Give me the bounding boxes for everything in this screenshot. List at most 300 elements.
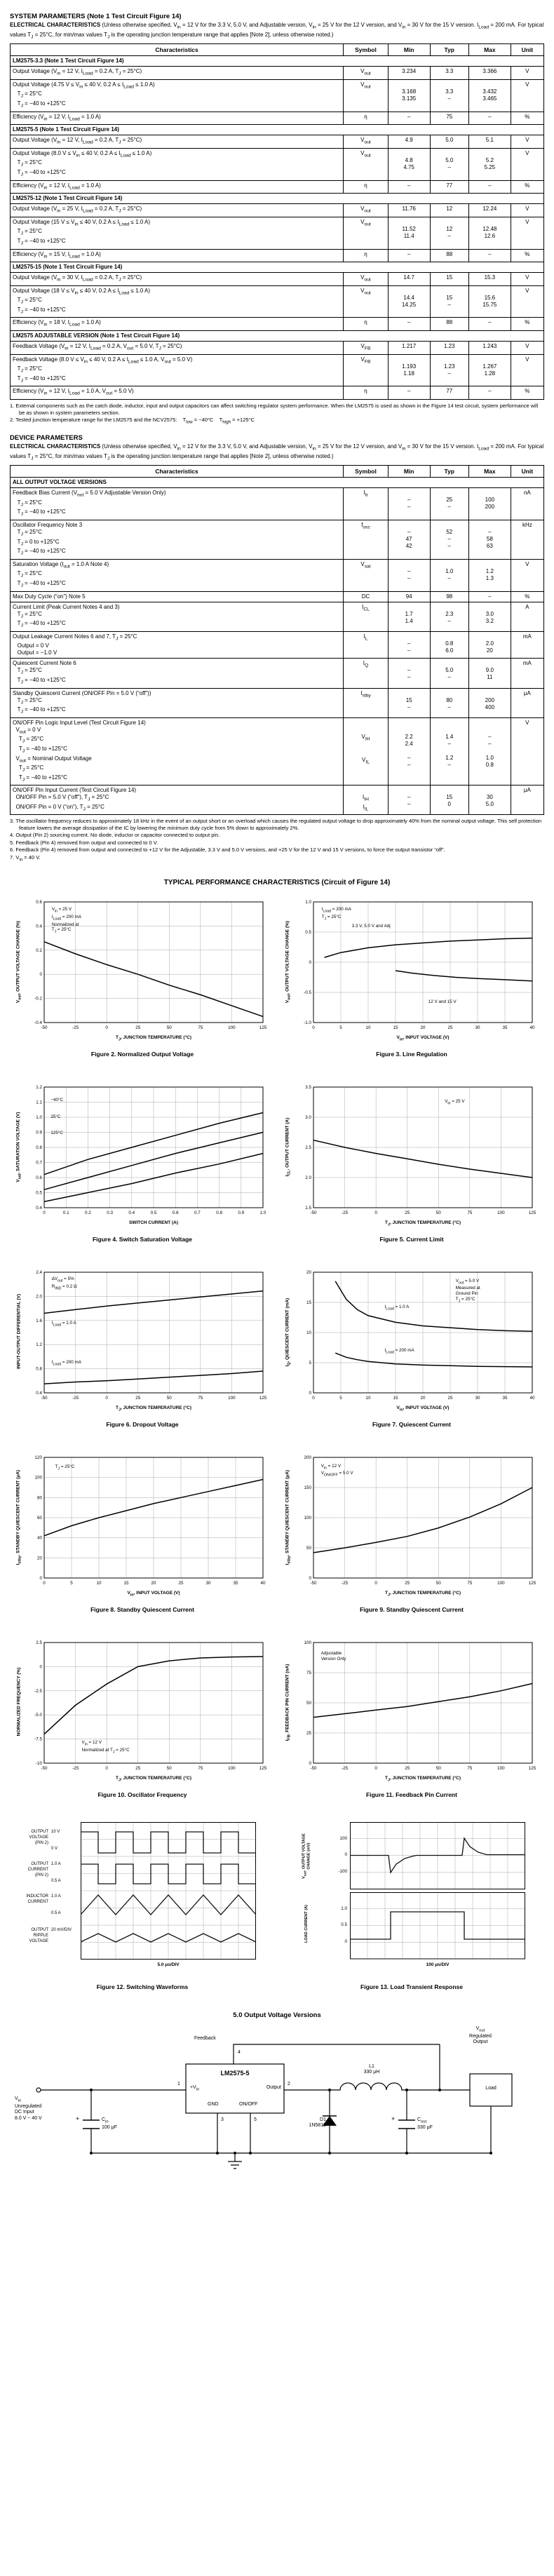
svg-text:-0.2: -0.2 [34, 996, 42, 1002]
cell-typ: 1.0 – [430, 559, 469, 591]
y-axis-label: $I_{stby}$, STANDBY QUIESCENT CURRENT (μA) [15, 1469, 22, 1565]
svg-text:25: 25 [178, 1580, 184, 1586]
svg-text:25: 25 [135, 1765, 141, 1771]
cell-characteristic: Efficiency ($V_{in} = 12$ V, $I_{Load} = 1.0$ A) [11, 180, 344, 194]
svg-text:3.0: 3.0 [305, 1114, 311, 1120]
y-tick-label: -100 [338, 1868, 347, 1874]
cell-typ: 25 – [430, 488, 469, 520]
svg-text:100: 100 [497, 1210, 505, 1215]
svg-text:-50: -50 [310, 1580, 317, 1586]
cell-max: 5.1 [469, 135, 511, 149]
svg-text:75: 75 [306, 1670, 311, 1675]
table-group-row [11, 194, 544, 204]
figure-caption: Figure 3. Line Regulation [376, 1050, 447, 1058]
series-label: 12 V and 15 V [428, 999, 457, 1005]
y-tick-label: 100 [339, 1835, 347, 1841]
table-group-title: LM2575-12 (Note 1 Test Circuit Figure 14) [11, 194, 544, 204]
cell-min: – – [388, 659, 430, 688]
chart-plot [283, 1081, 541, 1229]
electrical-characteristics-label: ELECTRICAL CHARACTERISTICS [10, 443, 101, 450]
svg-text:75: 75 [198, 1765, 203, 1771]
chart-annotation: $V_{in} = 12$ V Normalized at $T_J = 25^\circ C$ [81, 1739, 130, 1755]
table-group-row [11, 262, 544, 273]
svg-text:-7.5: -7.5 [34, 1737, 42, 1742]
chart-plot [283, 1267, 541, 1414]
svg-text:0.9: 0.9 [238, 1210, 245, 1215]
figure-caption: Figure 2. Normalized Output Voltage [90, 1050, 194, 1058]
scope-label-values: 20 mV/DIV [51, 1927, 72, 1932]
svg-text:20: 20 [306, 1269, 311, 1275]
svg-text:125: 125 [259, 1765, 267, 1771]
cell-max: 15.6 15.75 [469, 285, 511, 318]
svg-text:1.1: 1.1 [36, 1100, 42, 1105]
column-header: Unit [511, 466, 543, 478]
device-notes [10, 818, 544, 863]
note: 3. The oscillator frequency reduces to approximately 18 kHz in the event of an output short or an overload which causes the regulated output voltage to drop approximately 40% from the nominal output voltage. This self protection feature lowers the average dissipation of the IC by lowering the minimum duty cycle from 5% down to approximately 2%. [10, 818, 542, 831]
input-capacitor-label: $C_{in}$ 100 μF [102, 2117, 117, 2130]
table-row [11, 386, 544, 400]
scope-label-inductor-current [13, 1894, 78, 1916]
cell-typ: 75 [430, 112, 469, 125]
svg-text:100: 100 [228, 1025, 236, 1030]
cell-typ: 98 [430, 591, 469, 602]
cell-symbol: $I_{IH}$ $I_{IL}$ [344, 785, 389, 815]
svg-text:-1.0: -1.0 [304, 1020, 311, 1025]
svg-text:1.5: 1.5 [305, 1205, 311, 1211]
y-axis-label: $I_{FB}$, FEEDBACK PIN CURRENT (nA) [285, 1664, 292, 1741]
typical-performance-subtitle: (Circuit of Figure 14) [321, 878, 391, 886]
table-row [11, 602, 544, 631]
cell-typ: 15 [430, 273, 469, 286]
cell-max: – [469, 112, 511, 125]
table-row [11, 148, 544, 180]
gnd-pin-label: GND [208, 2101, 219, 2107]
cell-unit: V [511, 67, 543, 80]
cell-min: 14.4 14.25 [388, 285, 430, 318]
table-row [11, 785, 544, 815]
cell-max: 1.243 [469, 342, 511, 355]
series-label: $I_{Load} = 1.0$ A [384, 1304, 410, 1311]
cell-min: – – [388, 631, 430, 659]
table-group-row [11, 478, 544, 488]
system-electrical-characteristics-intro [10, 22, 544, 41]
cell-unit: V [511, 217, 543, 249]
plus-polarity-mark: + [391, 2115, 396, 2122]
cell-min: – [388, 180, 430, 194]
chart-annotation: $T_J = 25^\circ C$ [55, 1464, 75, 1471]
pin-number-2: 2 [288, 2081, 290, 2086]
cell-symbol: $V_{out}$ [344, 204, 389, 217]
scope-label-title: OUTPUT CURRENT (PIN 2) [27, 1861, 48, 1877]
column-header: Typ [430, 466, 469, 478]
cell-unit: V [511, 273, 543, 286]
cell-symbol: $V_{out}$ [344, 148, 389, 180]
svg-text:1.2: 1.2 [36, 1342, 42, 1348]
cell-unit: % [511, 249, 543, 262]
svg-text:1.0: 1.0 [259, 1210, 266, 1215]
cell-min: 1.7 1.4 [388, 602, 430, 631]
ground-symbol [228, 2153, 242, 2169]
table-row [11, 591, 544, 602]
note: 5. Feedback (Pin 4) removed from output and connected to 0 V. [10, 839, 158, 846]
svg-text:25: 25 [135, 1395, 141, 1401]
cell-symbol: $V_{out}$ [344, 217, 389, 249]
plus-polarity-mark: + [76, 2115, 80, 2122]
svg-text:75: 75 [198, 1025, 203, 1030]
vin-pin-label: $+V_{in}$ [190, 2084, 200, 2092]
column-header: Characteristics [11, 44, 344, 56]
table-row [11, 488, 544, 520]
cell-min: 1.193 1.18 [388, 354, 430, 386]
svg-text:0.2: 0.2 [36, 948, 42, 953]
cell-symbol: $V_{FB}$ [344, 354, 389, 386]
y-axis-label: $V_{out}$, OUTPUT VOLTAGE CHANGE (%) [15, 921, 22, 1004]
svg-text:25: 25 [405, 1765, 410, 1771]
svg-text:10: 10 [306, 1330, 311, 1335]
svg-text:1.6: 1.6 [36, 1318, 42, 1323]
column-header: Symbol [344, 466, 389, 478]
svg-text:-25: -25 [72, 1025, 79, 1030]
chart-annotation: $V_{in} = 25$ V [445, 1099, 465, 1106]
figure-caption: Figure 13. Load Transient Response [360, 1983, 463, 1990]
regulated-output-label: $V_{out}$ Regulated Output [469, 2025, 492, 2045]
cell-symbol: $I_Q$ [344, 659, 389, 688]
cell-symbol: $I_L$ [344, 631, 389, 659]
series-label: $I_{Load} = 1.0$ A [51, 1320, 76, 1328]
svg-text:-25: -25 [342, 1580, 349, 1586]
cell-min: – – [388, 488, 430, 520]
svg-text:120: 120 [34, 1455, 42, 1460]
cell-symbol: $V_{FB}$ [344, 342, 389, 355]
application-circuit [11, 2023, 543, 2188]
device-electrical-characteristics-intro [10, 443, 544, 462]
svg-text:0.4: 0.4 [36, 1390, 42, 1396]
cell-unit: μA [511, 785, 543, 815]
y-axis-label: INPUT-OUTPUT DIFFERENTIAL (V) [16, 1293, 22, 1370]
table-group-row [11, 56, 544, 67]
cell-characteristic: Efficiency ($V_{in} = 12$ V, $I_{Load} = 1.0$ A) [11, 112, 344, 125]
cell-max: 9.0 11 [469, 659, 511, 688]
table-group-title: LM2575-3.3 (Note 1 Test Circuit Figure 14) [11, 56, 544, 67]
cell-min: – – [388, 559, 430, 591]
svg-text:0.7: 0.7 [194, 1210, 201, 1215]
scope-label-values: 1.0 A 0.5 A [51, 1861, 61, 1883]
cell-characteristic: Standby Quiescent Current (ON/OFF Pin = 5.0 V (“off”)) $T_J = 25^\circ C$ $T_J = -40$ to +125°C [11, 688, 344, 717]
cell-min: – [388, 318, 430, 331]
svg-text:25: 25 [447, 1395, 453, 1401]
figure-caption: Figure 6. Dropout Voltage [106, 1420, 179, 1428]
cell-min: – [388, 112, 430, 125]
svg-text:0: 0 [374, 1210, 377, 1215]
svg-text:0: 0 [39, 1664, 42, 1670]
cell-characteristic: Saturation Voltage ($I_{out} = 1.0$ A Note 4) $T_J = 25^\circ C$ $T_J = -40$ to +125°C [11, 559, 344, 591]
svg-text:75: 75 [467, 1765, 473, 1771]
scope-label-title: OUTPUT VOLTAGE (PIN 2) [29, 1829, 48, 1845]
chart-annotation: $I_{Load} = 200$ mA $T_J = 25^\circ C$ [321, 906, 352, 921]
cell-max: 100 200 [469, 488, 511, 520]
svg-text:2.0: 2.0 [305, 1175, 311, 1180]
chart-annotation: $V_{in} = 12$ V $V_{ON/OFF} = 5.0$ V [320, 1463, 353, 1478]
cell-typ: 12 – [430, 217, 469, 249]
svg-text:0.8: 0.8 [36, 1366, 42, 1372]
cell-unit: mA [511, 659, 543, 688]
svg-text:15: 15 [306, 1300, 311, 1305]
table-row [11, 631, 544, 659]
cell-symbol: η [344, 249, 389, 262]
scope-label-values: 1.0 A 0.5 A [51, 1894, 61, 1915]
cell-max: – [469, 249, 511, 262]
cell-symbol: $V_{out}$ [344, 67, 389, 80]
svg-text:-25: -25 [72, 1395, 79, 1401]
svg-text:1.2: 1.2 [36, 1084, 42, 1090]
cell-characteristic: Output Voltage (8.0 $V \le V_{in} \le 40$ V, 0.2 $A \le I_{Load} \le 1.0$ A) $T_J = 25^\circ C$ $T_J = -40$ to +125°C [11, 148, 344, 180]
figure-caption: Figure 12. Switching Waveforms [96, 1983, 189, 1990]
cell-max: 5.2 5.25 [469, 148, 511, 180]
cell-symbol: $I_b$ [344, 488, 389, 520]
svg-text:0.7: 0.7 [36, 1160, 42, 1166]
svg-text:5: 5 [70, 1580, 73, 1586]
cell-characteristic: Output Voltage (18 $V \le V_{in} \le 40$ V, 0.2 $A \le I_{Load} \le 1.0$ A) $T_J = 25^\circ C$ $T_J = -40$ to +125°C [11, 285, 344, 318]
cell-max: – 58 63 [469, 520, 511, 560]
x-axis-label: SWITCH CURRENT (A) [128, 1220, 179, 1225]
cell-symbol: $I_{CL}$ [344, 602, 389, 631]
svg-text:-50: -50 [310, 1765, 317, 1771]
system-notes [10, 403, 544, 426]
cell-symbol: $V_{IH}$ $V_{IL}$ [344, 717, 389, 785]
cell-min: 4.8 4.75 [388, 148, 430, 180]
y-axis-label: $V_{out}$, OUTPUT VOLTAGE CHANGE (mV) [302, 1833, 311, 1879]
svg-text:125: 125 [528, 1580, 536, 1586]
chart-annotation: $V_{out} = 5.0$ V Measured at Ground Pin $T_J = 25^\circ C$ [455, 1278, 480, 1303]
svg-text:-25: -25 [342, 1210, 349, 1215]
cell-max: 12.48 12.6 [469, 217, 511, 249]
table-row [11, 112, 544, 125]
svg-text:-50: -50 [310, 1210, 317, 1215]
cell-typ: 77 [430, 386, 469, 400]
electrical-characteristics-conditions: (Unless otherwise specified, $V_{in} = 12$ V for the 3.3 V, 5.0 V, and Adjustable version, $V_{in} = 25$ V for the 12 V version, and $V_{in} = 30$ V for the 15 V version. $I_{Load} = 200$ mA. For typical values $T_J = 25^\circ C$, for min/max values $T_J$ is the operating junction temperature range that applies [Note 2], unless otherwise noted.) [10, 443, 544, 461]
svg-text:35: 35 [502, 1025, 508, 1030]
svg-text:2.4: 2.4 [36, 1269, 42, 1275]
svg-text:15: 15 [393, 1395, 398, 1401]
svg-text:-0.5: -0.5 [304, 990, 311, 995]
svg-text:50: 50 [435, 1580, 441, 1586]
time-per-division-label: 100 μs/DIV [426, 1962, 450, 1967]
svg-text:125: 125 [259, 1025, 267, 1030]
note: 4. Output (Pin 2) sourcing current. No diode, inductor or capacitor connected to output pin. [10, 832, 220, 839]
svg-text:50: 50 [166, 1765, 172, 1771]
cell-characteristic: Efficiency ($V_{in} = 15$ V, $I_{Load} = 1.0$ A) [11, 249, 344, 262]
svg-text:0.6: 0.6 [172, 1210, 179, 1215]
series-label: 25°C [50, 1114, 61, 1119]
onoff-pin-label: ON/OFF [239, 2101, 258, 2107]
svg-text:0: 0 [43, 1210, 46, 1215]
figure-caption: Figure 4. Switch Saturation Voltage [92, 1235, 192, 1243]
svg-text:125: 125 [528, 1210, 536, 1215]
load-label: Load [485, 2085, 496, 2091]
table-group-title: ALL OUTPUT VOLTAGE VERSIONS [11, 478, 544, 488]
svg-text:0: 0 [105, 1025, 108, 1030]
svg-text:0: 0 [39, 1575, 42, 1581]
table-row [11, 79, 544, 112]
typical-performance-title: TYPICAL PERFORMANCE CHARACTERISTICS [163, 878, 320, 886]
svg-text:15: 15 [123, 1580, 129, 1586]
cell-max: 2.0 20 [469, 631, 511, 659]
device-parameters-heading [10, 434, 544, 442]
svg-text:0.8: 0.8 [216, 1210, 222, 1215]
output-pin-label: Output [266, 2084, 281, 2090]
pin-number-4: 4 [238, 2049, 241, 2055]
system-parameters-heading [10, 13, 544, 20]
chart-annotation: $V_{in} = 25$ V $I_{Load} = 200$ mA Normalized at $T_J = 25^\circ C$ [51, 906, 82, 934]
svg-text:50: 50 [435, 1765, 441, 1771]
svg-text:-25: -25 [72, 1765, 79, 1771]
cell-min: 2.2 2.4 – – [388, 717, 430, 785]
svg-text:25: 25 [405, 1210, 410, 1215]
note: 6. Feedback (Pin 4) removed from output and connected to +12 V for the Adjustable, 3.3 V and 5.0 V versions, and +25 V for the 12 V and 15 V versions, to force the output transistor “off”. [10, 847, 445, 854]
y-axis-label: LOAD CURRENT (A) [304, 1904, 309, 1943]
svg-text:50: 50 [435, 1210, 441, 1215]
svg-text:3.5: 3.5 [305, 1084, 311, 1090]
table-row [11, 217, 544, 249]
cell-max: – [469, 386, 511, 400]
svg-text:0: 0 [312, 1025, 315, 1030]
table-group-title: LM2575-15 (Note 1 Test Circuit Figure 14) [11, 262, 544, 273]
table-row [11, 559, 544, 591]
svg-text:-50: -50 [41, 1765, 48, 1771]
column-header: Max [469, 44, 511, 56]
cell-characteristic: Quiescent Current Note 6 $T_J = 25^\circ C$ $T_J = -40$ to +125°C [11, 659, 344, 688]
cell-max: 15.3 [469, 273, 511, 286]
cell-max: 30 5.0 [469, 785, 511, 815]
svg-text:150: 150 [304, 1485, 311, 1490]
svg-text:30: 30 [475, 1395, 480, 1401]
cell-typ: 3.3 [430, 67, 469, 80]
svg-text:0.5: 0.5 [150, 1210, 157, 1215]
svg-text:0.8: 0.8 [36, 1145, 42, 1150]
y-axis-label: $I_{CL}$, OUTPUT CURRENT (A) [285, 1117, 292, 1177]
svg-text:2.0: 2.0 [36, 1294, 42, 1300]
y-tick-label: 1.0 [341, 1906, 347, 1911]
section-title: DEVICE PARAMETERS [10, 434, 83, 443]
cell-min: – [388, 386, 430, 400]
scope-label-title: OUTPUT RIPPLE VOLTAGE [29, 1927, 48, 1943]
cell-min: 14.7 [388, 273, 430, 286]
column-header: Unit [511, 44, 543, 56]
svg-text:5: 5 [309, 1360, 311, 1365]
svg-text:2.5: 2.5 [305, 1145, 311, 1150]
cell-characteristic: Output Leakage Current Notes 6 and 7, $T_J = 25^\circ C$ Output = 0 V Output = −1.0 V [11, 631, 344, 659]
cell-typ: 1.23 [430, 342, 469, 355]
svg-text:20: 20 [420, 1025, 426, 1030]
cell-typ: 88 [430, 249, 469, 262]
figure-13 [283, 1822, 541, 1990]
x-axis-label: $T_J$, JUNCTION TEMPERATURE (°C) [115, 1034, 192, 1042]
svg-text:10: 10 [96, 1580, 102, 1586]
svg-text:200: 200 [304, 1455, 311, 1460]
figure-2 [13, 896, 271, 1058]
svg-text:0.2: 0.2 [85, 1210, 91, 1215]
cell-min: 3.234 [388, 67, 430, 80]
cell-typ: 15 0 [430, 785, 469, 815]
svg-text:-10: -10 [35, 1760, 42, 1766]
cell-min: – 47 42 [388, 520, 430, 560]
cell-symbol: η [344, 318, 389, 331]
table-row [11, 180, 544, 194]
cell-characteristic: Output Voltage (15 $V \le V_{in} \le 40$ V, 0.2 $A \le I_{Load} \le 1.0$ A) $T_J = 25^\circ C$ $T_J = -40$ to +125°C [11, 217, 344, 249]
svg-text:125: 125 [259, 1395, 267, 1401]
y-axis-label: $V_{sat}$, SATURATION VOLTAGE (V) [15, 1112, 22, 1182]
svg-text:60: 60 [36, 1515, 42, 1520]
cell-unit: % [511, 318, 543, 331]
cell-min: 11.52 11.4 [388, 217, 430, 249]
note: 2. Tested junction temperature range for the LM2575 and the NCV2575: $T_{low} = -40^\circ C$ $T_{high} = +125^\circ C$ [10, 417, 255, 425]
cell-min: 4.9 [388, 135, 430, 149]
cell-max: – – 1.0 0.8 [469, 717, 511, 785]
cell-unit: % [511, 112, 543, 125]
figure-5 [283, 1081, 541, 1243]
column-header: Max [469, 466, 511, 478]
series-label: $I_{Load} = 200$ mA [51, 1359, 82, 1366]
svg-text:0.5: 0.5 [305, 929, 311, 935]
cell-typ: 5.0 [430, 135, 469, 149]
svg-text:0: 0 [39, 972, 42, 978]
y-axis-label: $I_Q$, QUIESCENT CURRENT (mA) [285, 1297, 292, 1367]
svg-text:40: 40 [36, 1535, 42, 1541]
svg-text:20: 20 [151, 1580, 156, 1586]
cell-unit: V [511, 148, 543, 180]
x-axis-label: $V_{in}$, INPUT VOLTAGE (V) [127, 1590, 180, 1598]
svg-text:1.0: 1.0 [36, 1114, 42, 1120]
figure-7 [283, 1267, 541, 1428]
figure-11 [283, 1637, 541, 1798]
table-row [11, 520, 544, 560]
x-axis-label: $T_J$, JUNCTION TEMPERATURE (°C) [384, 1775, 461, 1783]
cell-max: – [469, 318, 511, 331]
svg-text:40: 40 [529, 1395, 535, 1401]
svg-text:100: 100 [497, 1765, 505, 1771]
cell-symbol: η [344, 112, 389, 125]
cell-unit: % [511, 386, 543, 400]
cell-typ: 5.0 – [430, 659, 469, 688]
scope-label-output-ripple [13, 1927, 78, 1944]
svg-text:2.5: 2.5 [36, 1640, 42, 1645]
output-capacitor-label: $C_{out}$ 330 μF [417, 2117, 433, 2130]
svg-text:5: 5 [339, 1025, 342, 1030]
svg-text:0: 0 [105, 1395, 108, 1401]
svg-text:100: 100 [497, 1580, 505, 1586]
svg-text:100: 100 [304, 1515, 311, 1520]
cell-characteristic: Output Voltage ($V_{in} = 12$ V, $I_{Load} = 0.2$ A, $T_J = 25^\circ C$) [11, 135, 344, 149]
cell-unit: V [511, 135, 543, 149]
cell-max: 1.2 1.3 [469, 559, 511, 591]
cell-symbol: η [344, 386, 389, 400]
table-header-row [11, 466, 544, 478]
svg-text:5: 5 [339, 1395, 342, 1401]
diode-label: D1 1N5819 [309, 2117, 326, 2129]
cell-characteristic: Oscillator Frequency Note 3 $T_J = 25^\circ C$ $T_J = 0$ to +125°C $T_J = -40$ to +125°C [11, 520, 344, 560]
input-source-label: $V_{in}$ Unregulated DC Input 8.0 V − 40 V [15, 2096, 42, 2121]
cell-unit: % [511, 180, 543, 194]
cell-characteristic: Efficiency ($V_{in} = 18$ V, $I_{Load} = 1.0$ A) [11, 318, 344, 331]
table-row [11, 354, 544, 386]
svg-text:125: 125 [528, 1765, 536, 1771]
cell-characteristic: Output Voltage ($V_{in} = 25$ V, $I_{Load} = 0.2$ A, $T_J = 25^\circ C$) [11, 204, 344, 217]
cell-min: – – [388, 785, 430, 815]
cell-max: 3.366 [469, 67, 511, 80]
svg-text:35: 35 [233, 1580, 238, 1586]
svg-text:0.4: 0.4 [36, 924, 42, 929]
svg-text:75: 75 [467, 1580, 473, 1586]
